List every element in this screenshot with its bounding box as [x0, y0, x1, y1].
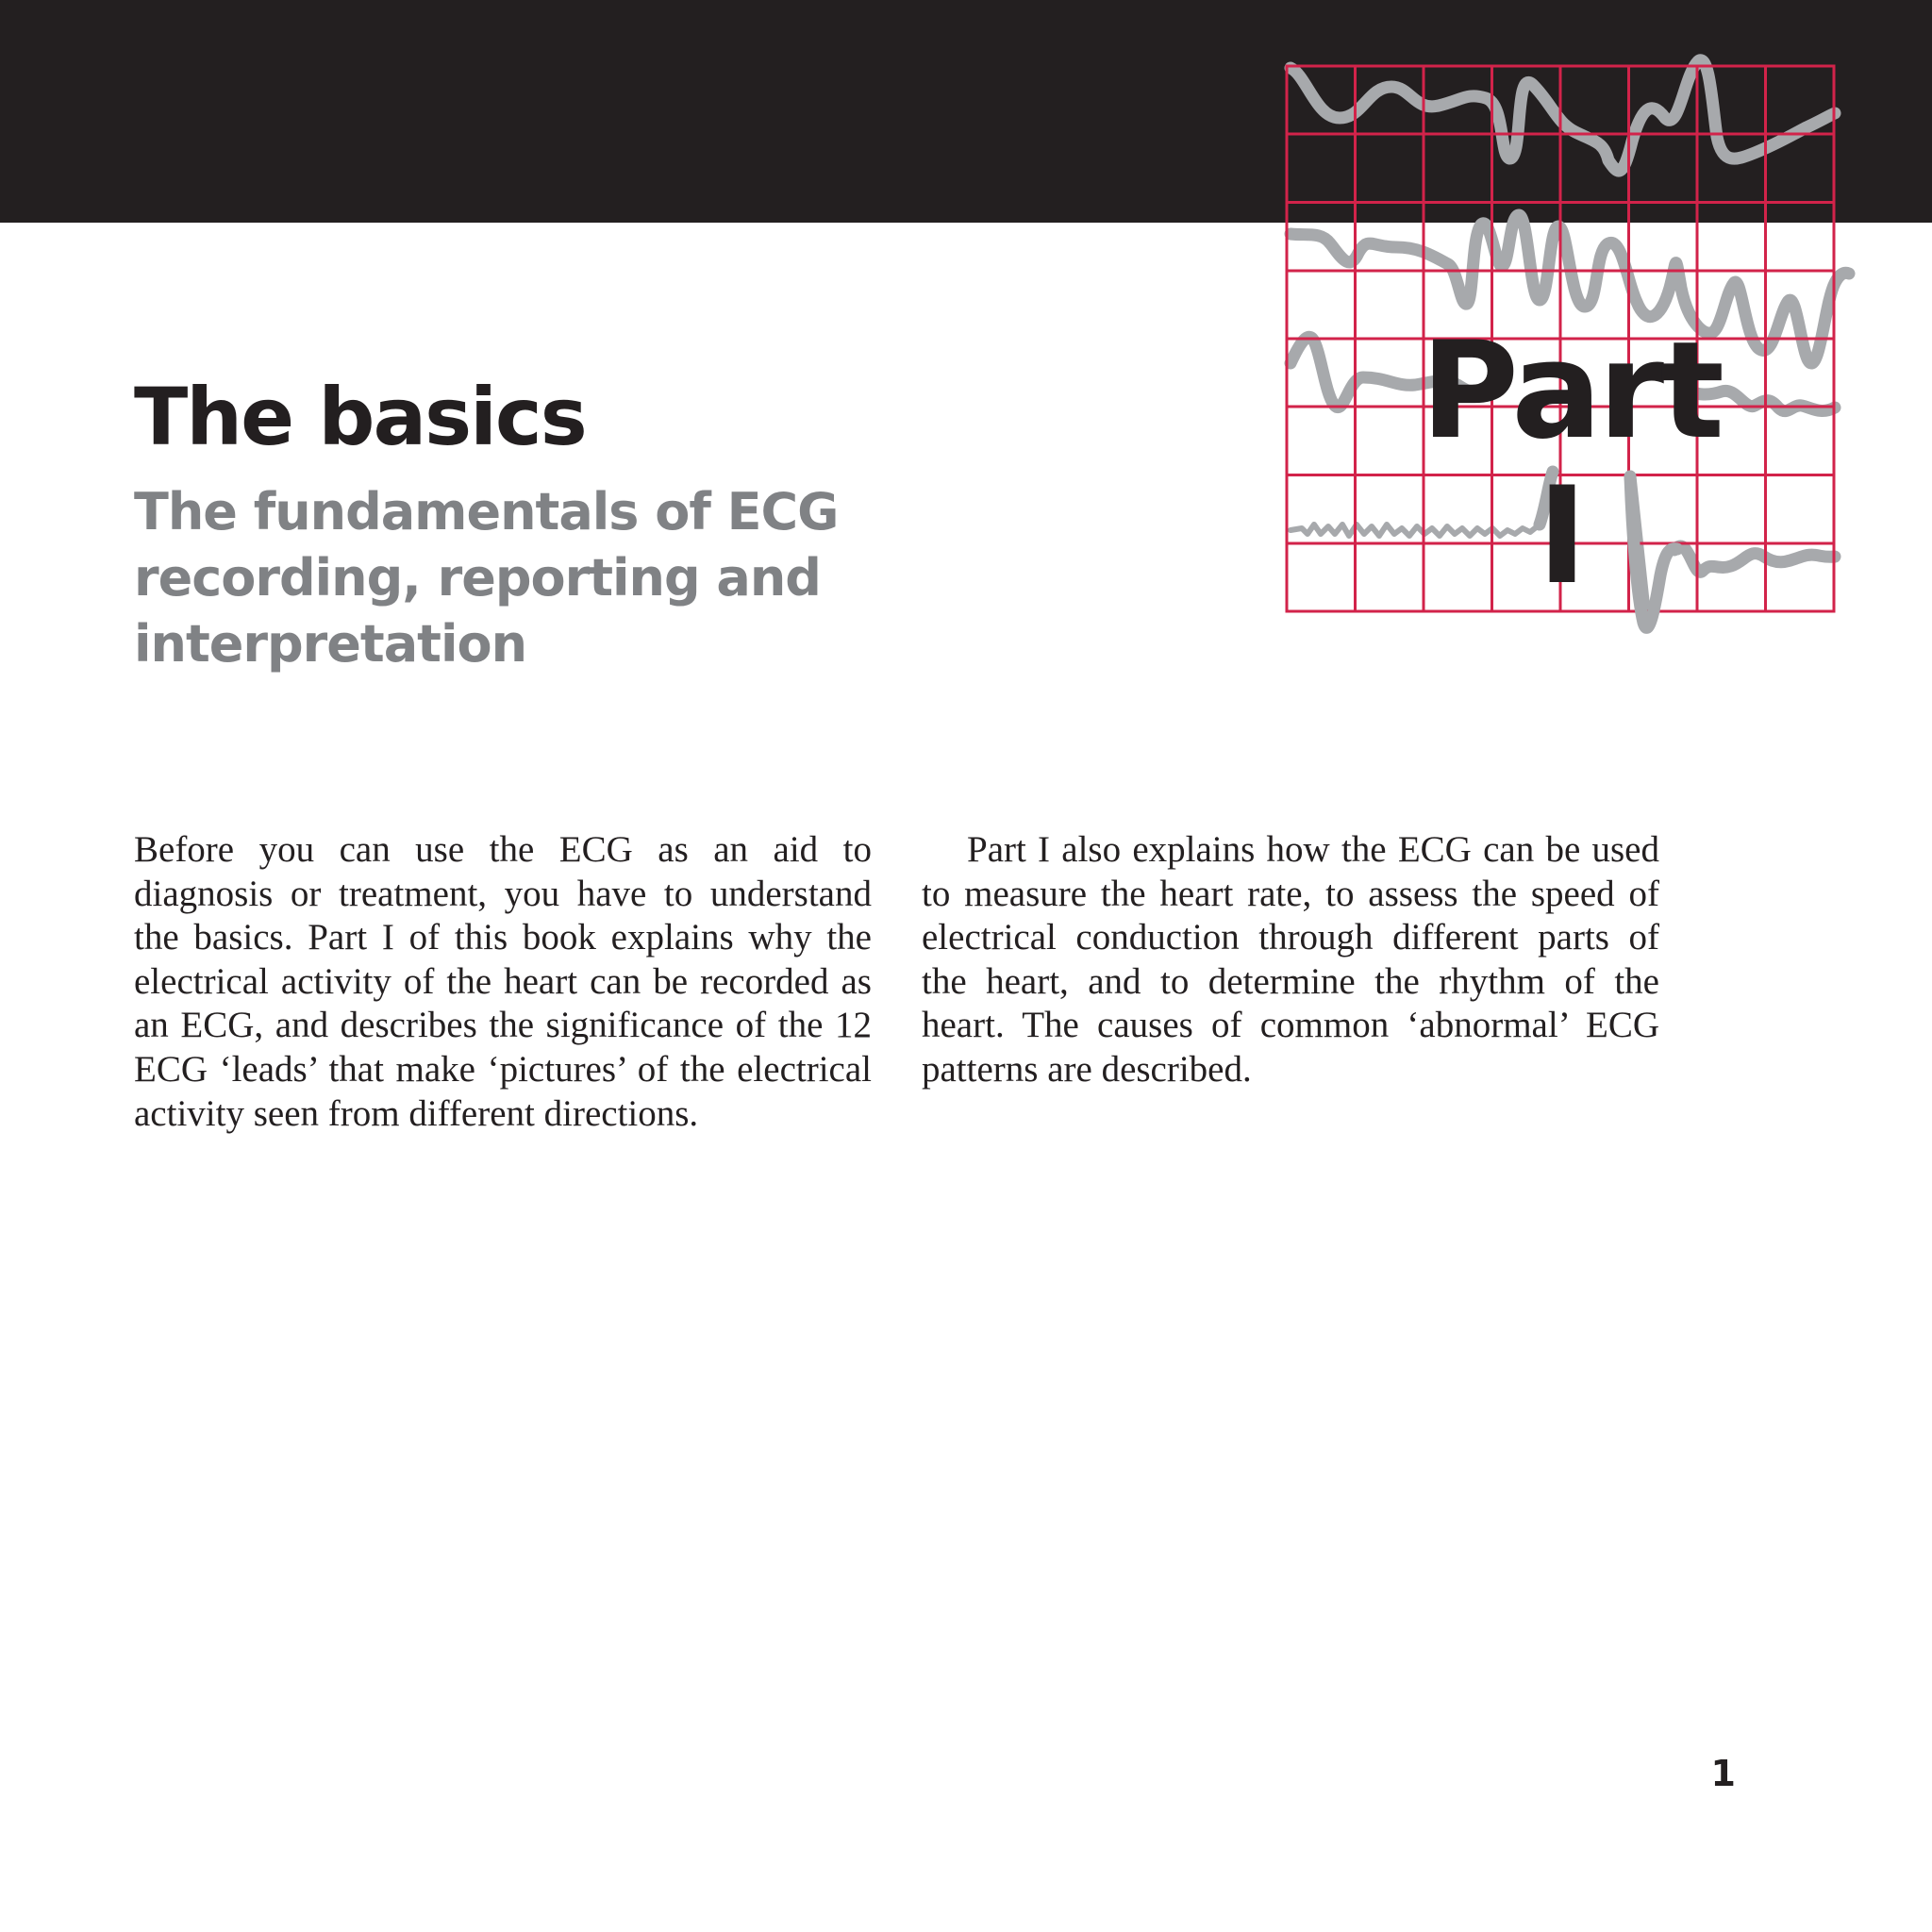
page-number: 1	[1710, 1753, 1736, 1794]
part-number: I	[1537, 458, 1588, 614]
part-label: Part	[1421, 313, 1721, 469]
body-paragraph-right: Part I also explains how the ECG can be used to measure the heart rate, to assess the speed of electrical conduction through different parts of the heart, and to determine the rhythm of the heart. The causes of common ‘abnormal’ ECG patterns are described.	[922, 829, 1659, 1090]
body-paragraph-left: Before you can use the ECG as an aid to diagnosis or treatment, you have to understand the basics. Part I of this book explains why the electrical activity of the heart can be recorded as an ECG, and describes the significance of the 12 ECG ‘leads’ that make ‘pictures’ of the electrical activity seen from different directions.	[134, 829, 872, 1134]
page-subtitle: The fundamentals of ECG recording, reporting and interpretation	[134, 482, 839, 674]
page-title: The basics	[134, 371, 586, 463]
